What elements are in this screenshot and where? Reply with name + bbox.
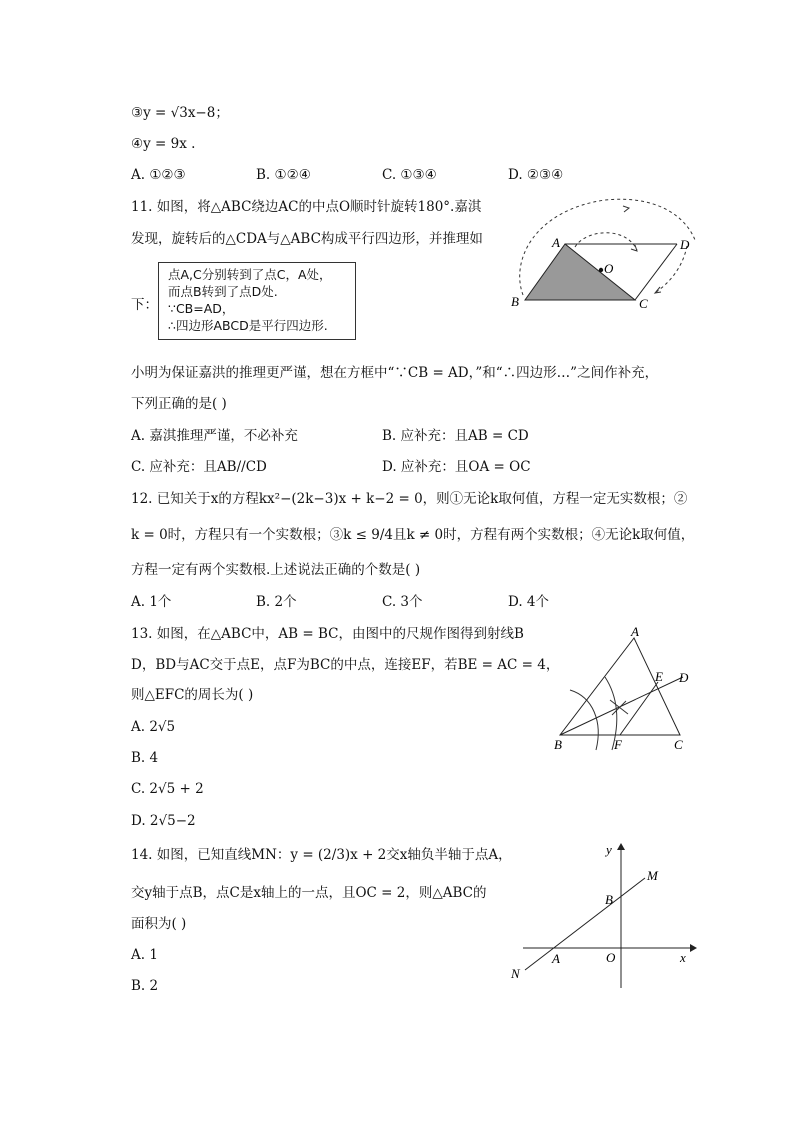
q12-line1: 12. 已知关于x的方程kx²−(2k−3)x + k−2 = 0，则①无论k取何值，方程一定无实数根；②: [131, 491, 688, 507]
q13-line3: 则△EFC的周长为( ): [131, 687, 254, 703]
q11-line3: 下：: [131, 297, 158, 313]
q13-line1: 13. 如图，在△ABC中，AB = BC，由图中的尺规作图得到射线B: [131, 626, 524, 642]
q14-label-y: y: [606, 842, 612, 857]
q13-label-a: A: [631, 624, 639, 639]
q13-option-b: B. 4: [131, 750, 159, 766]
q12-option-c: C. 3个: [382, 594, 423, 610]
q14-label-b: B: [605, 892, 613, 907]
q11-label-c: C: [639, 296, 648, 311]
option-d: D. ②③④: [508, 167, 564, 183]
q13-label-e: E: [655, 669, 663, 684]
q11-option-b: B. 应补充：且AB = CD: [382, 428, 529, 444]
q13-label-d: D: [679, 670, 689, 685]
q11-option-a: A. 嘉淇推理严谨，不必补充: [131, 428, 298, 444]
q13-option-d: D. 2√5−2: [131, 813, 196, 829]
q14-label-n: N: [511, 966, 520, 981]
q11-option-c: C. 应补充：且AB//CD: [131, 459, 267, 475]
q11-label-a: A: [552, 235, 560, 250]
item-4: ④y = 9x .: [131, 136, 196, 152]
q11-option-d: D. 应补充：且OA = OC: [382, 459, 531, 475]
q11-reasoning-box: [158, 262, 356, 340]
q13-option-c: C. 2√5 + 2: [131, 781, 204, 797]
q12-line3: 方程一定有两个实数根.上述说法正确的个数是( ): [131, 562, 421, 578]
option-a: A. ①②③: [131, 167, 186, 183]
q13-figure: [548, 622, 708, 754]
option-c: C. ①③④: [382, 167, 437, 183]
q13-label-f: F: [614, 737, 622, 752]
q14-label-m: M: [647, 868, 658, 883]
q14-line2: 交y轴于点B，点C是x轴上的一点，且OC = 2，则△ABC的: [131, 885, 487, 901]
box-line: 而点B转到了点D处.: [168, 284, 278, 299]
q13-label-b: B: [554, 737, 562, 752]
box-line: 点A,C分别转到了点C，A处，: [168, 267, 332, 282]
box-line: ∴四边形ABCD是平行四边形.: [168, 318, 328, 333]
box-line: ∵CB=AD，: [168, 301, 235, 316]
q13-option-a: A. 2√5: [131, 719, 176, 735]
q13-label-c: C: [674, 737, 683, 752]
q14-label-a: A: [552, 951, 560, 966]
option-b: B. ①②④: [256, 167, 311, 183]
q14-option-a: A. 1: [131, 947, 158, 963]
q12-option-d: D. 4个: [508, 594, 550, 610]
q13-line2: D，BD与AC交于点E，点F为BC的中点，连接EF，若BE = AC = 4，: [131, 657, 560, 673]
q14-line3: 面积为( ): [131, 916, 187, 932]
q11-line1: 11. 如图，将△ABC绕边AC的中点O顺时针旋转180°.嘉淇: [131, 199, 482, 215]
q14-figure: [505, 838, 700, 994]
item-3: ③y = √3x−8；: [131, 105, 229, 121]
q14-label-x: x: [680, 950, 686, 965]
q11-label-d: D: [680, 237, 690, 252]
q11-line2: 发现，旋转后的△CDA与△ABC构成平行四边形，并推理如: [131, 231, 483, 247]
q11-line5: 下列正确的是( ): [131, 396, 227, 412]
q11-label-b: B: [511, 294, 519, 309]
q11-line4: 小明为保证嘉洪的推理更严谨，想在方框中“∵CB = AD，”和“∴四边形…”之间作补充，: [131, 365, 659, 381]
q14-line1: 14. 如图，已知直线MN：y = (2/3)x + 2交x轴负半轴于点A，: [131, 847, 512, 863]
q12-option-b: B. 2个: [256, 594, 297, 610]
q11-label-o: O: [604, 261, 614, 276]
q14-label-o: O: [606, 950, 616, 965]
q12-line2: k = 0时，方程只有一个实数根；③k ≤ 9/4且k ≠ 0时，方程有两个实数根；④无论k取何值，: [131, 527, 695, 543]
q14-option-b: B. 2: [131, 978, 159, 994]
q12-option-a: A. 1个: [131, 594, 172, 610]
q11-figure: [505, 190, 705, 320]
